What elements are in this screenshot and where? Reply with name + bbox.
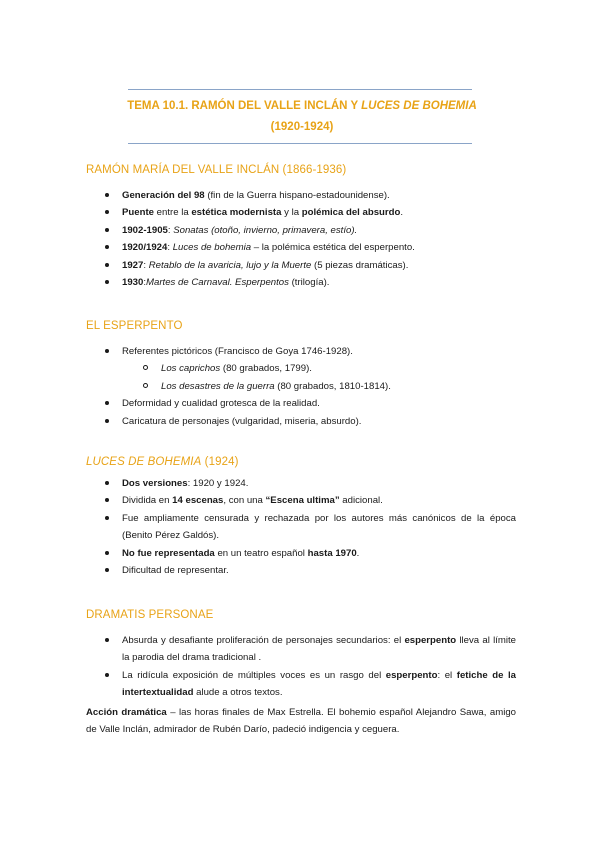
- sub-list-item: Los desastres de la guerra (80 grabados, 1810-1814).: [86, 378, 516, 395]
- list-valle-inclan: [86, 187, 516, 291]
- accion-dramatica-paragraph: Acción dramática – las horas finales de Max Estrella. El bohemio español Alejandro Sawa, amigo de Valle Inclán, admirador de Rubén Darío, padeció indigencia y ceguera.: [86, 707, 517, 736]
- list-item: Generación del 98 (fin de la Guerra hispano-estadounidense).: [86, 187, 516, 204]
- list-item: Absurda y desafiante proliferación de personajes secundarios: el esperpento lleva al límite la parodia del drama tradicional .: [86, 632, 516, 667]
- list-item: Puente entre la estética modernista y la polémica del absurdo.: [86, 204, 516, 221]
- title-bottom-rule: [128, 143, 472, 144]
- list-item: Dos versiones: 1920 y 1924.: [86, 475, 516, 492]
- title-part1: TEMA 10.1. RAMÓN DEL VALLE INCLÁN Y: [127, 100, 362, 112]
- list-item: 1902-1905: Sonatas (otoño, invierno, primavera, estío).: [86, 222, 516, 239]
- page-title: [118, 96, 486, 138]
- list-item: 1920/1924: Luces de bohemia – la polémica estética del esperpento.: [86, 239, 516, 256]
- sub-list-item: Los caprichos (80 grabados, 1799).: [86, 360, 516, 377]
- title-top-rule: [128, 89, 472, 90]
- list-luces-de-bohemia: [86, 475, 516, 579]
- list-item: No fue representada en un teatro español hasta 1970.: [86, 545, 516, 562]
- heading-dramatis-personae: DRAMATIS PERSONAE: [86, 609, 214, 621]
- heading-valle-inclan: RAMÓN MARÍA DEL VALLE INCLÁN (1866-1936): [86, 164, 347, 176]
- title-italic: LUCES DE BOHEMIA: [361, 100, 477, 112]
- title-part2: (1920-1924): [270, 121, 334, 133]
- list-item: Fue ampliamente censurada y rechazada por los autores más canónicos de la época (Benito Pérez Galdós).: [86, 510, 516, 545]
- list-item: Referentes pictóricos (Francisco de Goya 1746-1928).: [86, 343, 516, 360]
- list-item: 1930:Martes de Carnaval. Esperpentos (trilogía).: [86, 274, 516, 291]
- list-item: Caricatura de personajes (vulgaridad, miseria, absurdo).: [86, 413, 516, 430]
- list-item: Dividida en 14 escenas, con una “Escena ultima” adicional.: [86, 492, 516, 509]
- list-item: Dificultad de representar.: [86, 562, 516, 579]
- list-esperpento: [86, 343, 516, 430]
- heading-luces-de-bohemia: LUCES DE BOHEMIA (1924): [86, 456, 239, 468]
- list-item: Deformidad y cualidad grotesca de la realidad.: [86, 395, 516, 412]
- list-dramatis-personae: [86, 632, 516, 702]
- list-item: La ridícula exposición de múltiples voces es un rasgo del esperpento: el fetiche de la intertextualidad alude a otros textos.: [86, 667, 516, 702]
- list-item: 1927: Retablo de la avaricia, lujo y la Muerte (5 piezas dramáticas).: [86, 257, 516, 274]
- heading-esperpento: EL ESPERPENTO: [86, 320, 183, 332]
